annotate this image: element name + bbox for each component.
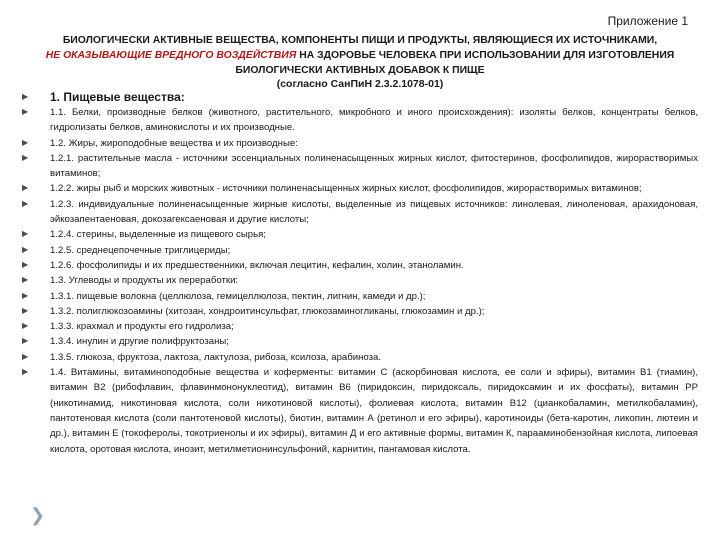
appendix-label: Приложение 1	[607, 14, 688, 28]
substance-list	[22, 90, 698, 457]
list-item	[22, 227, 698, 242]
bullet-icon: ▶	[22, 336, 29, 346]
list-item	[22, 258, 698, 273]
bullet-icon: ▶	[22, 107, 29, 116]
bullet-icon: ▶	[22, 152, 29, 162]
list-item	[22, 151, 698, 182]
list-item	[22, 181, 698, 196]
bullet-icon: ▶	[22, 351, 29, 361]
list-item	[22, 105, 698, 136]
list-item-text: 1.2.5. среднецепочечные триглицериды;	[50, 244, 231, 256]
bullet-icon: ▶	[22, 198, 29, 208]
list-item-text: 1. Пищевые вещества:	[50, 90, 185, 104]
list-item	[22, 197, 698, 228]
list-item	[22, 334, 698, 349]
list-item-text: 1.2.3. индивидуальные полиненасыщенные жирные кислоты, выделенные из пищевых источников: линолевая, линоленовая, арахидоновая, эйкозапентаеновая, докозагексаеновая и другие кислоты;	[50, 198, 698, 226]
heading-line-1: БИОЛОГИЧЕСКИ АКТИВНЫЕ ВЕЩЕСТВА, КОМПОНЕНТЫ ПИЩИ И ПРОДУКТЫ, ЯВЛЯЮЩИЕСЯ ИХ ИСТОЧНИКАМИ,	[62, 35, 658, 46]
list-item	[22, 350, 698, 365]
list-item-text: 1.2. Жиры, жироподобные вещества и их производные:	[50, 137, 298, 149]
bullet-icon: ▶	[22, 137, 29, 147]
list-item	[22, 243, 698, 258]
list-item-text: 1.3. Углеводы и продукты их переработки:	[50, 275, 239, 287]
list-item-text: 1.2.1. растительные масла - источники эссенциальных полиненасыщенных жирных кислот, фитостеринов, фосфолипидов, жирорастворимых витаминов;	[50, 152, 698, 180]
list-item	[22, 136, 698, 151]
list-item-text: 1.3.1. пищевые волокна (целлюлоза, гемицеллюлоза, пектин, лигнин, камеди и др.);	[50, 290, 426, 302]
list-item	[22, 304, 698, 319]
list-item-text: 1.2.6. фосфолипиды и их предшественники, включая лецитин, кефалин, холин, этаноламин.	[50, 259, 464, 271]
bullet-icon: ▶	[22, 183, 29, 193]
list-item	[22, 90, 698, 105]
chevron-right-icon[interactable]: ❯	[30, 505, 46, 525]
list-item	[22, 365, 698, 457]
bullet-icon: ▶	[22, 275, 29, 285]
bullet-icon: ▶	[22, 367, 29, 377]
list-item-text: 1.3.4. инулин и другие полифруктозаны;	[50, 336, 229, 348]
bullet-icon: ▶	[22, 290, 29, 300]
bullet-icon: ▶	[22, 244, 29, 254]
list-item-text: 1.2.2. жиры рыб и морских животных - источники полиненасыщенных жирных кислот, фосфолипидов, жирорастворимых витаминов;	[50, 183, 642, 195]
list-item-text: 1.3.5. глюкоза, фруктоза, лактоза, лактулоза, рибоза, ксилоза, арабиноза.	[50, 351, 382, 363]
bullet-icon: ▶	[22, 92, 29, 101]
document-subtitle: (согласно СанПиН 2.3.2.1078-01)	[276, 78, 444, 90]
document-heading	[10, 33, 710, 78]
list-item	[22, 273, 698, 288]
bullet-icon: ▶	[22, 321, 29, 331]
list-item-text: 1.1. Белки, производные белков (животного, растительного, микробного и иного происхождения): изоляты белков, концентраты белков, гидролизаты белков, аминокислоты и их производные.	[50, 107, 698, 134]
list-item-text: 1.2.4. стерины, выделенные из пищевого сырья;	[50, 229, 266, 241]
list-item-text: 1.3.2. полиглюкозоамины (хитозан, хондроитинсульфат, глюкозаминогликаны, глюкозамин и др.);	[50, 305, 485, 317]
list-item	[22, 289, 698, 304]
list-item-text: 1.4. Витамины, витаминоподобные вещества и коферменты: витамин С (аскорбиновая кислота, ее соли и эфиры), витамин В1 (тиамин), витамин В2 (рибофлавин, флавинмононуклеотид), витамин В6 (пиридоксин, пиридоксаль, пиридоксамин и их фосфаты), витамин РР (никотинамид, никотиновая кислота, соли никотиновой кислоты), фолиевая кислота, витамин В12 (цианкобаламин, метилкобаламин), пантотеновая кислота (соли пантотеновой кислоты), биотин, витамин А (ретинол и его эфиры), каротиноиды (бета-каротин, ликопин, лютеин и др.), витамин Е (токоферолы, токотриенолы и их эфиры), витамин Д и его активные формы, витамин К, парааминобензойная кислота, липоевая кислота, оротовая кислота, инозит, метилметионинсульфоний, карнитин, пангамовая кислота.	[50, 367, 698, 455]
bullet-icon: ▶	[22, 229, 29, 239]
list-item-text: 1.3.3. крахмал и продукты его гидролиза;	[50, 321, 234, 333]
heading-highlight: НЕ ОКАЗЫВАЮЩИЕ ВРЕДНОГО ВОЗДЕЙСТВИЯ	[45, 50, 297, 61]
list-item	[22, 319, 698, 334]
heading-rest: НА ЗДОРОВЬЕ ЧЕЛОВЕКА ПРИ ИСПОЛЬЗОВАНИИ ДЛЯ ИЗГОТОВЛЕНИЯ БИОЛОГИЧЕСКИ АКТИВНЫХ ДОБАВОК К ПИЩЕ	[235, 50, 675, 76]
bullet-icon: ▶	[22, 305, 29, 315]
bullet-icon: ▶	[22, 259, 29, 269]
